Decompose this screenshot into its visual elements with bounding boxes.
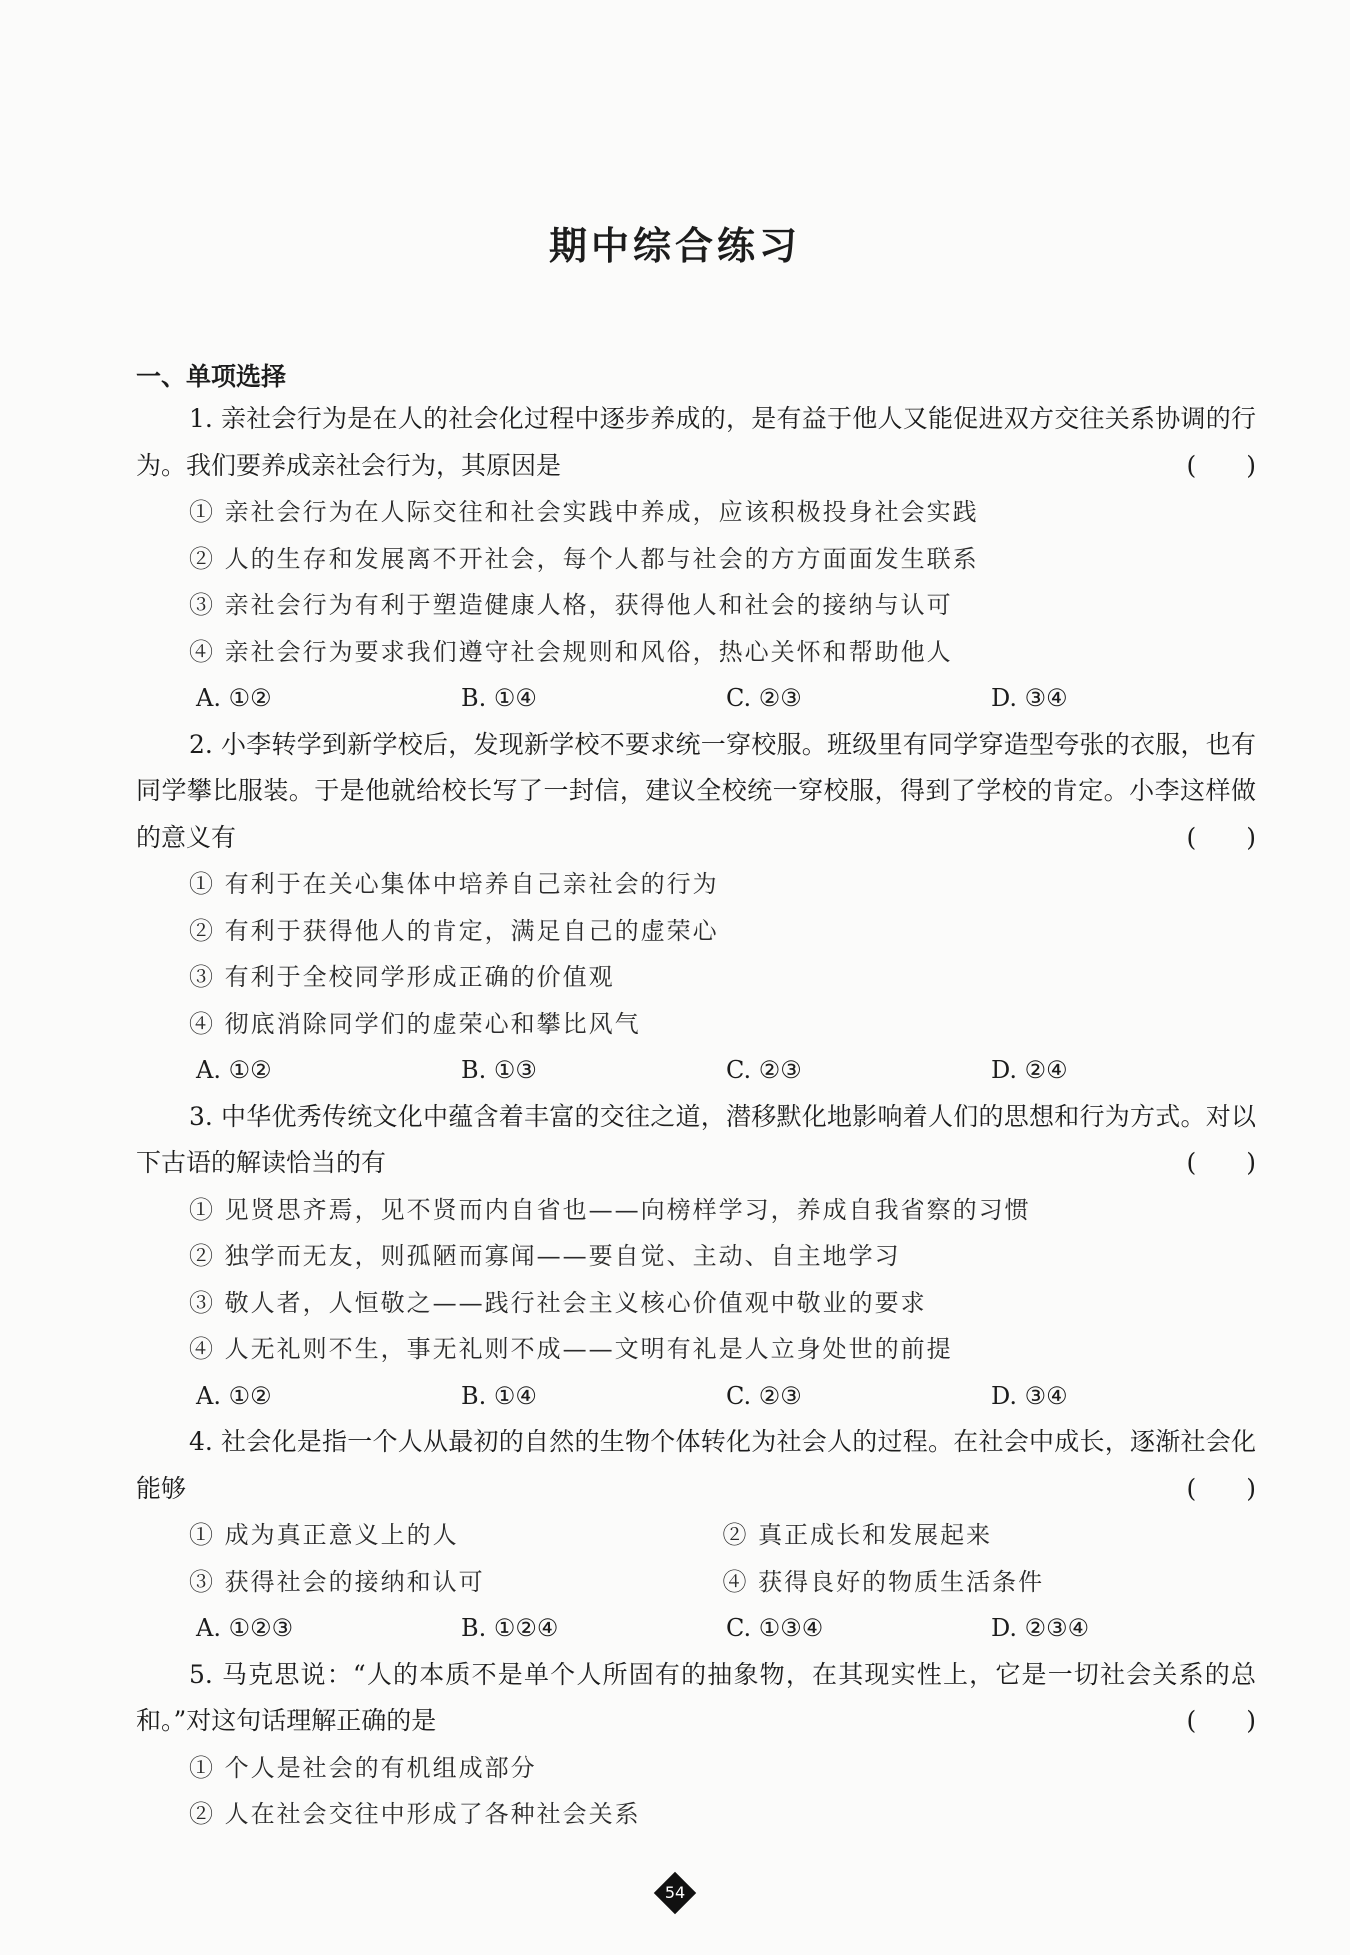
- option-item: ④ 亲社会行为要求我们遵守社会规则和风俗，热心关怀和帮助他人: [189, 637, 953, 666]
- answer-bracket: ( ): [1186, 1148, 1256, 1177]
- question-stem: 1. 亲社会行为是在人的社会化过程中逐步养成的，是有益于他人又能促进双方交往关系协调的行为。我们要养成亲社会行为，其原因是 ( ): [136, 396, 1256, 489]
- choice-a: A. ①②: [196, 684, 272, 712]
- option-item: ① 亲社会行为在人际交往和社会实践中养成，应该积极投身社会实践: [189, 498, 979, 526]
- choice-d: D. ③④: [991, 1381, 1068, 1410]
- question-4: [136, 1419, 1256, 1652]
- question-stem: 2. 小李转学到新学校后，发现新学校不要求统一穿校服。班级里有同学穿造型夸张的衣服，也有同学攀比服装。于是他就给校长写了一封信，建议全校统一穿校服，得到了学校的肯定。小李这样做的意义有 ( ): [136, 722, 1256, 862]
- option-item: ④ 彻底消除同学们的虚荣心和攀比风气: [189, 1009, 641, 1038]
- choice-b: B. ①②④: [461, 1614, 559, 1642]
- answer-bracket: ( ): [1186, 1706, 1256, 1735]
- answer-choices: [136, 1047, 1256, 1094]
- choice-d: D. ③④: [991, 684, 1068, 712]
- option-item: ② 真正成长和发展起来: [722, 1521, 993, 1549]
- answer-bracket: ( ): [1186, 822, 1256, 852]
- choice-a: A. ①②③: [196, 1614, 294, 1642]
- option-row: [136, 1559, 1256, 1606]
- answer-bracket: ( ): [1186, 450, 1256, 480]
- answer-choices: [136, 675, 1256, 722]
- option-item: ① 见贤思齐焉，见不贤而内自省也——向榜样学习，养成自我省察的习惯: [189, 1195, 1031, 1224]
- option-item: ③ 亲社会行为有利于塑造健康人格，获得他人和社会的接纳与认可: [189, 591, 953, 619]
- page-number-badge: [653, 1871, 697, 1915]
- choice-b: B. ①④: [461, 1381, 537, 1410]
- answer-choices: [136, 1605, 1256, 1652]
- choice-d: D. ②④: [991, 1056, 1068, 1084]
- option-item: ② 有利于获得他人的肯定，满足自己的虚荣心: [189, 916, 719, 945]
- option-item: ② 人在社会交往中形成了各种社会关系: [189, 1800, 641, 1828]
- choice-c: C. ②③: [726, 1381, 802, 1410]
- question-5: [136, 1652, 1256, 1838]
- question-stem: 4. 社会化是指一个人从最初的自然的生物个体转化为社会人的过程。在社会中成长，逐渐社会化能够 ( ): [136, 1419, 1256, 1512]
- option-item: ② 独学而无友，则孤陋而寡闻——要自觉、主动、自主地学习: [189, 1242, 901, 1270]
- option-item: ④ 人无礼则不生，事无礼则不成——文明有礼是人立身处世的前提: [189, 1335, 953, 1363]
- option-row: [136, 1512, 1256, 1559]
- question-stem: 5. 马克思说：“人的本质不是单个人所固有的抽象物，在其现实性上，它是一切社会关系的总和。”对这句话理解正确的是 ( ): [136, 1652, 1256, 1745]
- option-item: ② 人的生存和发展离不开社会，每个人都与社会的方方面面发生联系: [189, 544, 979, 573]
- page-number: 54: [664, 1883, 686, 1902]
- question-stem: 3. 中华优秀传统文化中蕴含着丰富的交往之道，潜移默化地影响着人们的思想和行为方式。对以下古语的解读恰当的有 ( ): [136, 1094, 1256, 1187]
- answer-bracket: ( ): [1186, 1473, 1256, 1503]
- option-item: ④ 获得良好的物质生活条件: [722, 1567, 1045, 1596]
- option-item: ③ 敬人者，人恒敬之——践行社会主义核心价值观中敬业的要求: [189, 1288, 927, 1317]
- choice-c: C. ②③: [726, 1056, 802, 1084]
- question-2: [136, 722, 1256, 1094]
- choice-c: C. ①③④: [726, 1614, 824, 1642]
- page-title: 期中综合练习: [548, 224, 801, 268]
- answer-choices: [136, 1373, 1256, 1420]
- question-list: [136, 396, 1256, 1838]
- option-item: ③ 获得社会的接纳和认可: [189, 1567, 485, 1596]
- option-item: ③ 有利于全校同学形成正确的价值观: [189, 963, 615, 991]
- choice-a: A. ①②: [196, 1381, 272, 1410]
- question-3: [136, 1094, 1256, 1420]
- choice-a: A. ①②: [196, 1056, 272, 1084]
- option-item: ① 个人是社会的有机组成部分: [189, 1753, 537, 1782]
- option-item: ① 有利于在关心集体中培养自己亲社会的行为: [189, 870, 719, 898]
- section-heading: 一、单项选择: [136, 362, 287, 391]
- choice-d: D. ②③④: [991, 1614, 1090, 1642]
- question-1: [136, 396, 1256, 722]
- option-item: ① 成为真正意义上的人: [189, 1521, 459, 1549]
- choice-b: B. ①④: [461, 684, 537, 712]
- choice-c: C. ②③: [726, 684, 802, 712]
- choice-b: B. ①③: [461, 1056, 537, 1084]
